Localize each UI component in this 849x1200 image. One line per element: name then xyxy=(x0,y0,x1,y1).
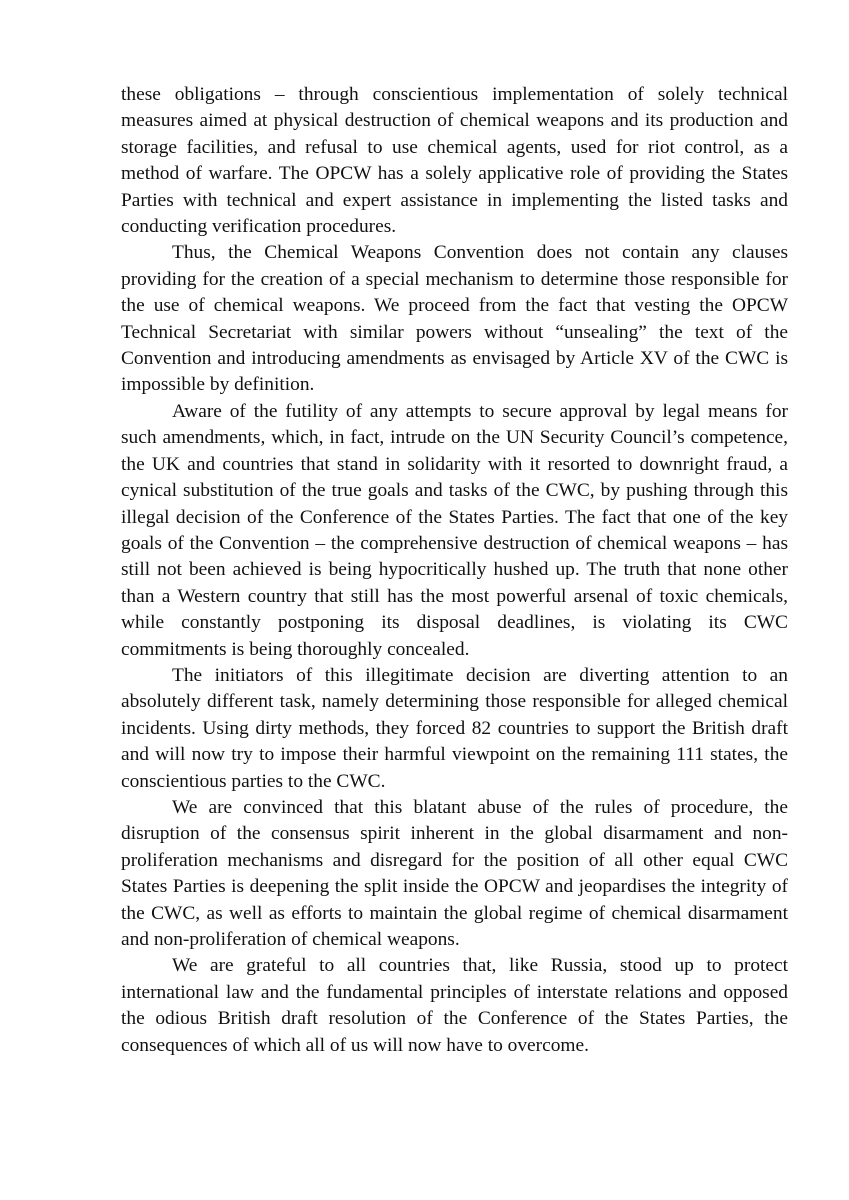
paragraph: We are convinced that this blatant abuse of the rules of procedure, the disruption of the consensus spirit inherent in the global disarmament and non-proliferation mechanisms and disregard for the position of all other equal CWC States Parties is deepening the split inside the OPCW and jeopardises the integrity of the CWC, as well as efforts to maintain the global regime of chemical disarmament and non-proliferation of chemical weapons. xyxy=(121,796,788,950)
paragraph: The initiators of this illegitimate decision are diverting attention to an absolutely different task, namely determining those responsible for alleged chemical incidents. Using dirty methods, they forced 82 countries to support the British draft and will now try to impose their harmful viewpoint on the remaining 111 states, the conscientious parties to the CWC. xyxy=(121,664,788,792)
document-body xyxy=(121,82,788,1059)
paragraph: Aware of the futility of any attempts to secure approval by legal means for such amendments, which, in fact, intrude on the UN Security Council’s competence, the UK and countries that stand in solidarity with it resorted to downright fraud, a cynical substitution of the true goals and tasks of the CWC, by pushing through this illegal decision of the Conference of the States Parties. The fact that one of the key goals of the Convention – the comprehensive destruction of chemical weapons – has still not been achieved is being hypocritically hushed up. The truth that none other than a Western country that still has the most powerful arsenal of toxic chemicals, while constantly postponing its disposal deadlines, is violating its CWC commitments is being thoroughly concealed. xyxy=(121,400,788,660)
paragraph: We are grateful to all countries that, like Russia, stood up to protect international law and the fundamental principles of interstate relations and opposed the odious British draft resolution of the Conference of the States Parties, the consequences of which all of us will now have to overcome. xyxy=(121,955,788,1056)
paragraph-continuation: these obligations – through conscientious implementation of solely technical measures aimed at physical destruction of chemical weapons and its production and storage facilities, and refusal to use chemical agents, used for riot control, as a method of warfare. The OPCW has a solely applicative role of providing the States Parties with technical and expert assistance in implementing the listed tasks and conducting verification procedures. xyxy=(121,84,788,238)
paragraph: Thus, the Chemical Weapons Convention does not contain any clauses providing for the creation of a special mechanism to determine those responsible for the use of chemical weapons. We proceed from the fact that vesting the OPCW Technical Secretariat with similar powers without “unsealing” the text of the Convention and introducing amendments as envisaged by Article XV of the CWC is impossible by definition. xyxy=(121,242,788,396)
